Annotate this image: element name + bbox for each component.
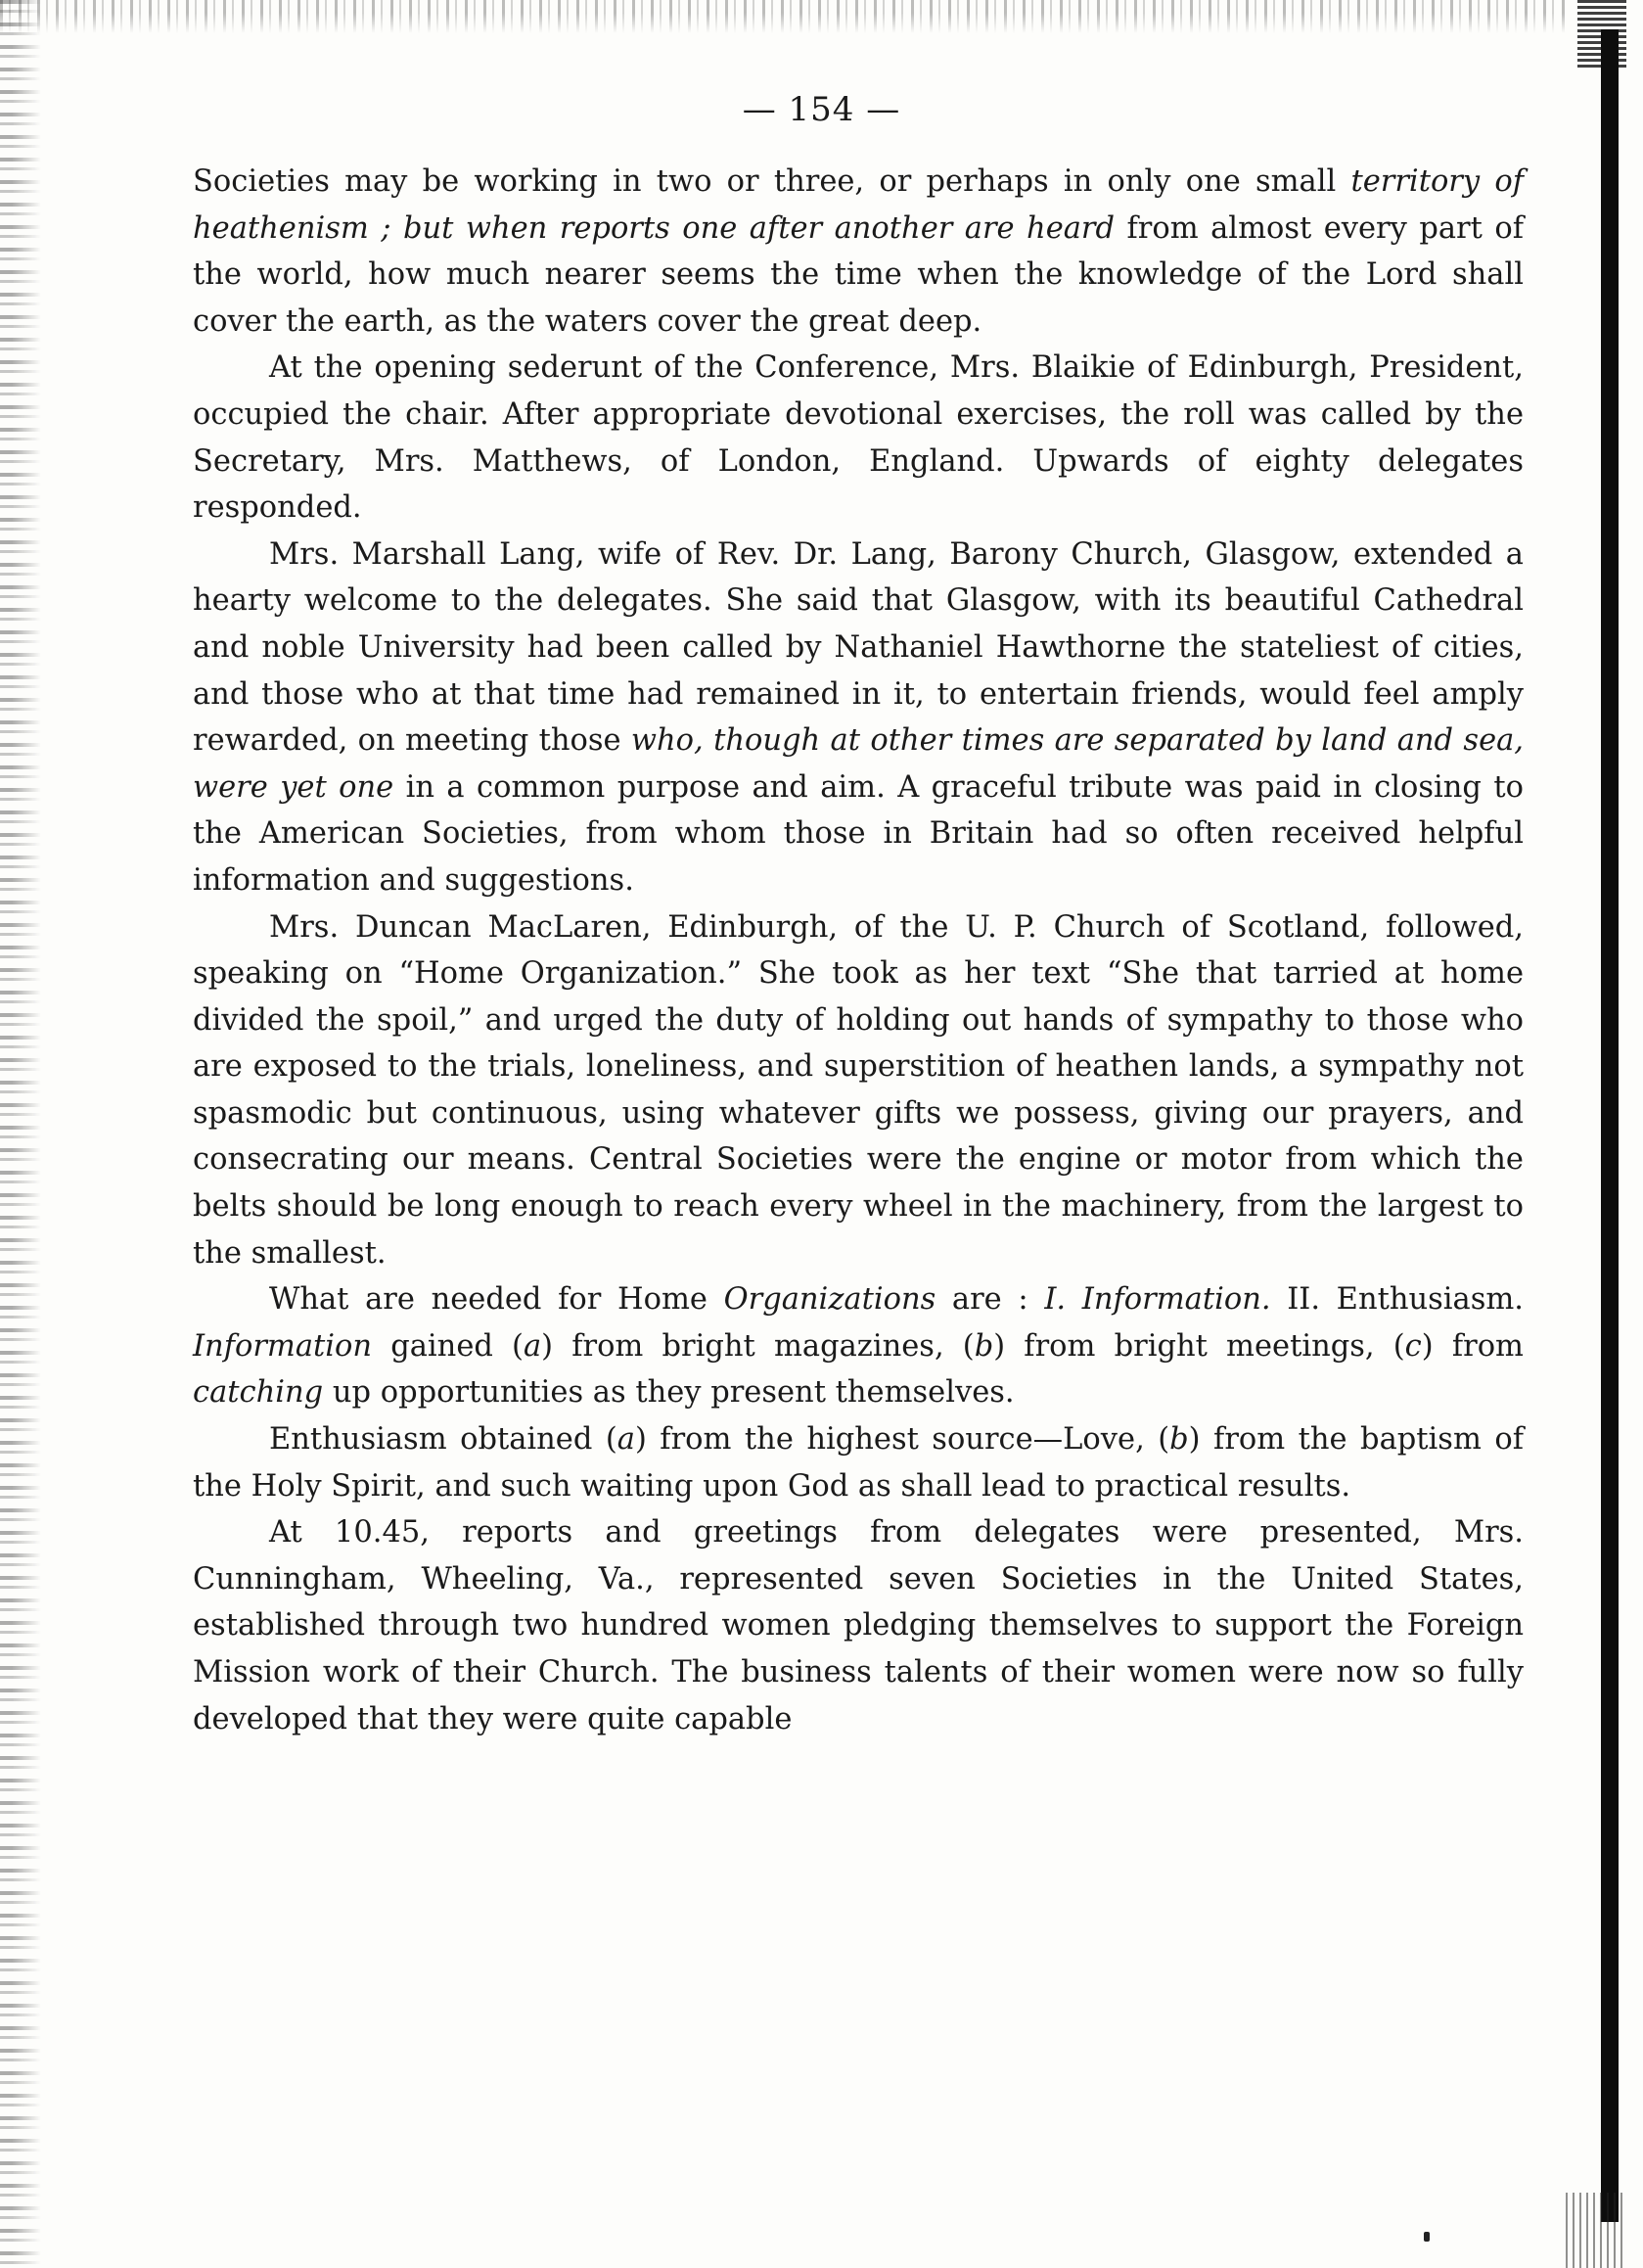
paragraph — [193, 1276, 1524, 1416]
scan-speck — [1424, 2232, 1430, 2242]
text-run: What are needed for Home — [269, 1282, 724, 1318]
text-run: ) from the highest source—Love, ( — [634, 1422, 1170, 1458]
binding-shadow-bar — [1601, 29, 1619, 2222]
scan-edge-right-bottom — [1566, 2193, 1624, 2268]
italic-text: catching — [193, 1375, 324, 1411]
scan-edge-left — [0, 0, 41, 2268]
italic-text: I. Information. — [1044, 1282, 1271, 1318]
paragraph — [193, 345, 1524, 531]
text-run: ) from bright magazines, ( — [541, 1328, 975, 1364]
paragraph — [193, 904, 1524, 1277]
text-run: from almost every part of the world, how much nearer seems the time when the knowledge of the Lord shall cover the earth, as the waters cover the great deep. — [193, 210, 1524, 339]
text-run: At the opening sederunt of the Conference, Mrs. Blaikie of Edinburgh, President, occupied the chair. After appropriate devotional exercises, the roll was called by the Secretary, Mrs. Matthews, of London, England. Upwards of eighty delegates responded. — [193, 350, 1524, 526]
paragraph — [193, 159, 1524, 345]
italic-text: territory of heathenism ; but when reports one after another are heard — [193, 164, 1524, 246]
italic-text: a — [616, 1422, 635, 1458]
paragraph — [193, 532, 1524, 904]
body-text — [193, 159, 1524, 1742]
italic-text: b — [1169, 1422, 1189, 1458]
italic-text: Information — [193, 1328, 373, 1364]
text-run: ) from the baptism of the Holy Spirit, and such waiting upon God as shall lead to practical results. — [193, 1422, 1524, 1504]
text-run: up opportunities as they present themselves. — [323, 1375, 1015, 1411]
text-run: Enthusiasm obtained ( — [269, 1422, 617, 1458]
italic-text: c — [1404, 1328, 1422, 1364]
italic-text: a — [523, 1328, 542, 1364]
text-run: Mrs. Duncan MacLaren, Edinburgh, of the U. P. Church of Scotland, followed, speaking on “Home Organization.” She took as her text “She that tarried at home divided the spoil,” and urged the duty of holding out hands of sympathy to those who are exposed to the trials, loneliness, and superstition of heathen lands, a sympathy not spasmodic but continuous, using whatever gifts we possess, giving our prayers, and consecrating our means. Central Societies were the engine or motor from which the belts should be long enough to reach every wheel in the machinery, from the largest to the smallest. — [193, 909, 1524, 1271]
italic-text: who, though at other times are separated by land and sea, were yet one — [193, 723, 1524, 805]
italic-text: b — [974, 1328, 994, 1364]
text-run: ) from — [1421, 1328, 1524, 1364]
scan-edge-top — [0, 0, 1566, 33]
text-run: Mrs. Marshall Lang, wife of Rev. Dr. Lang, Barony Church, Glasgow, extended a hearty welcome to the delegates. She said that Glasgow, with its beautiful Cathedral and noble University had been called by Nathaniel Hawthorne the stateliest of cities, and those who at that time had remained in it, to entertain friends, would feel amply rewarded, on meeting those — [193, 536, 1524, 759]
text-run: II. Enthusiasm. — [1270, 1282, 1524, 1318]
italic-text: Organizations — [723, 1282, 936, 1318]
text-run: At 10.45, reports and greetings from delegates were presented, Mrs. Cunningham, Wheeling, Va., represented seven Societies in the United States, established through two hundred women pledging themselves to support the Foreign Mission work of their Church. The business talents of their women were now so fully developed that they were quite capable — [193, 1515, 1524, 1736]
text-run: gained ( — [372, 1328, 524, 1364]
text-run: ) from bright meetings, ( — [993, 1328, 1405, 1364]
text-run: are : — [936, 1282, 1045, 1318]
paragraph — [193, 1416, 1524, 1509]
text-run: in a common purpose and aim. A graceful tribute was paid in closing to the American Societies, from whom those in Britain had so often received helpful information and suggestions. — [193, 769, 1524, 898]
paragraph — [193, 1509, 1524, 1742]
text-run: Societies may be working in two or three, or perhaps in only one small — [193, 164, 1351, 199]
page-number: — 154 — — [742, 90, 901, 129]
